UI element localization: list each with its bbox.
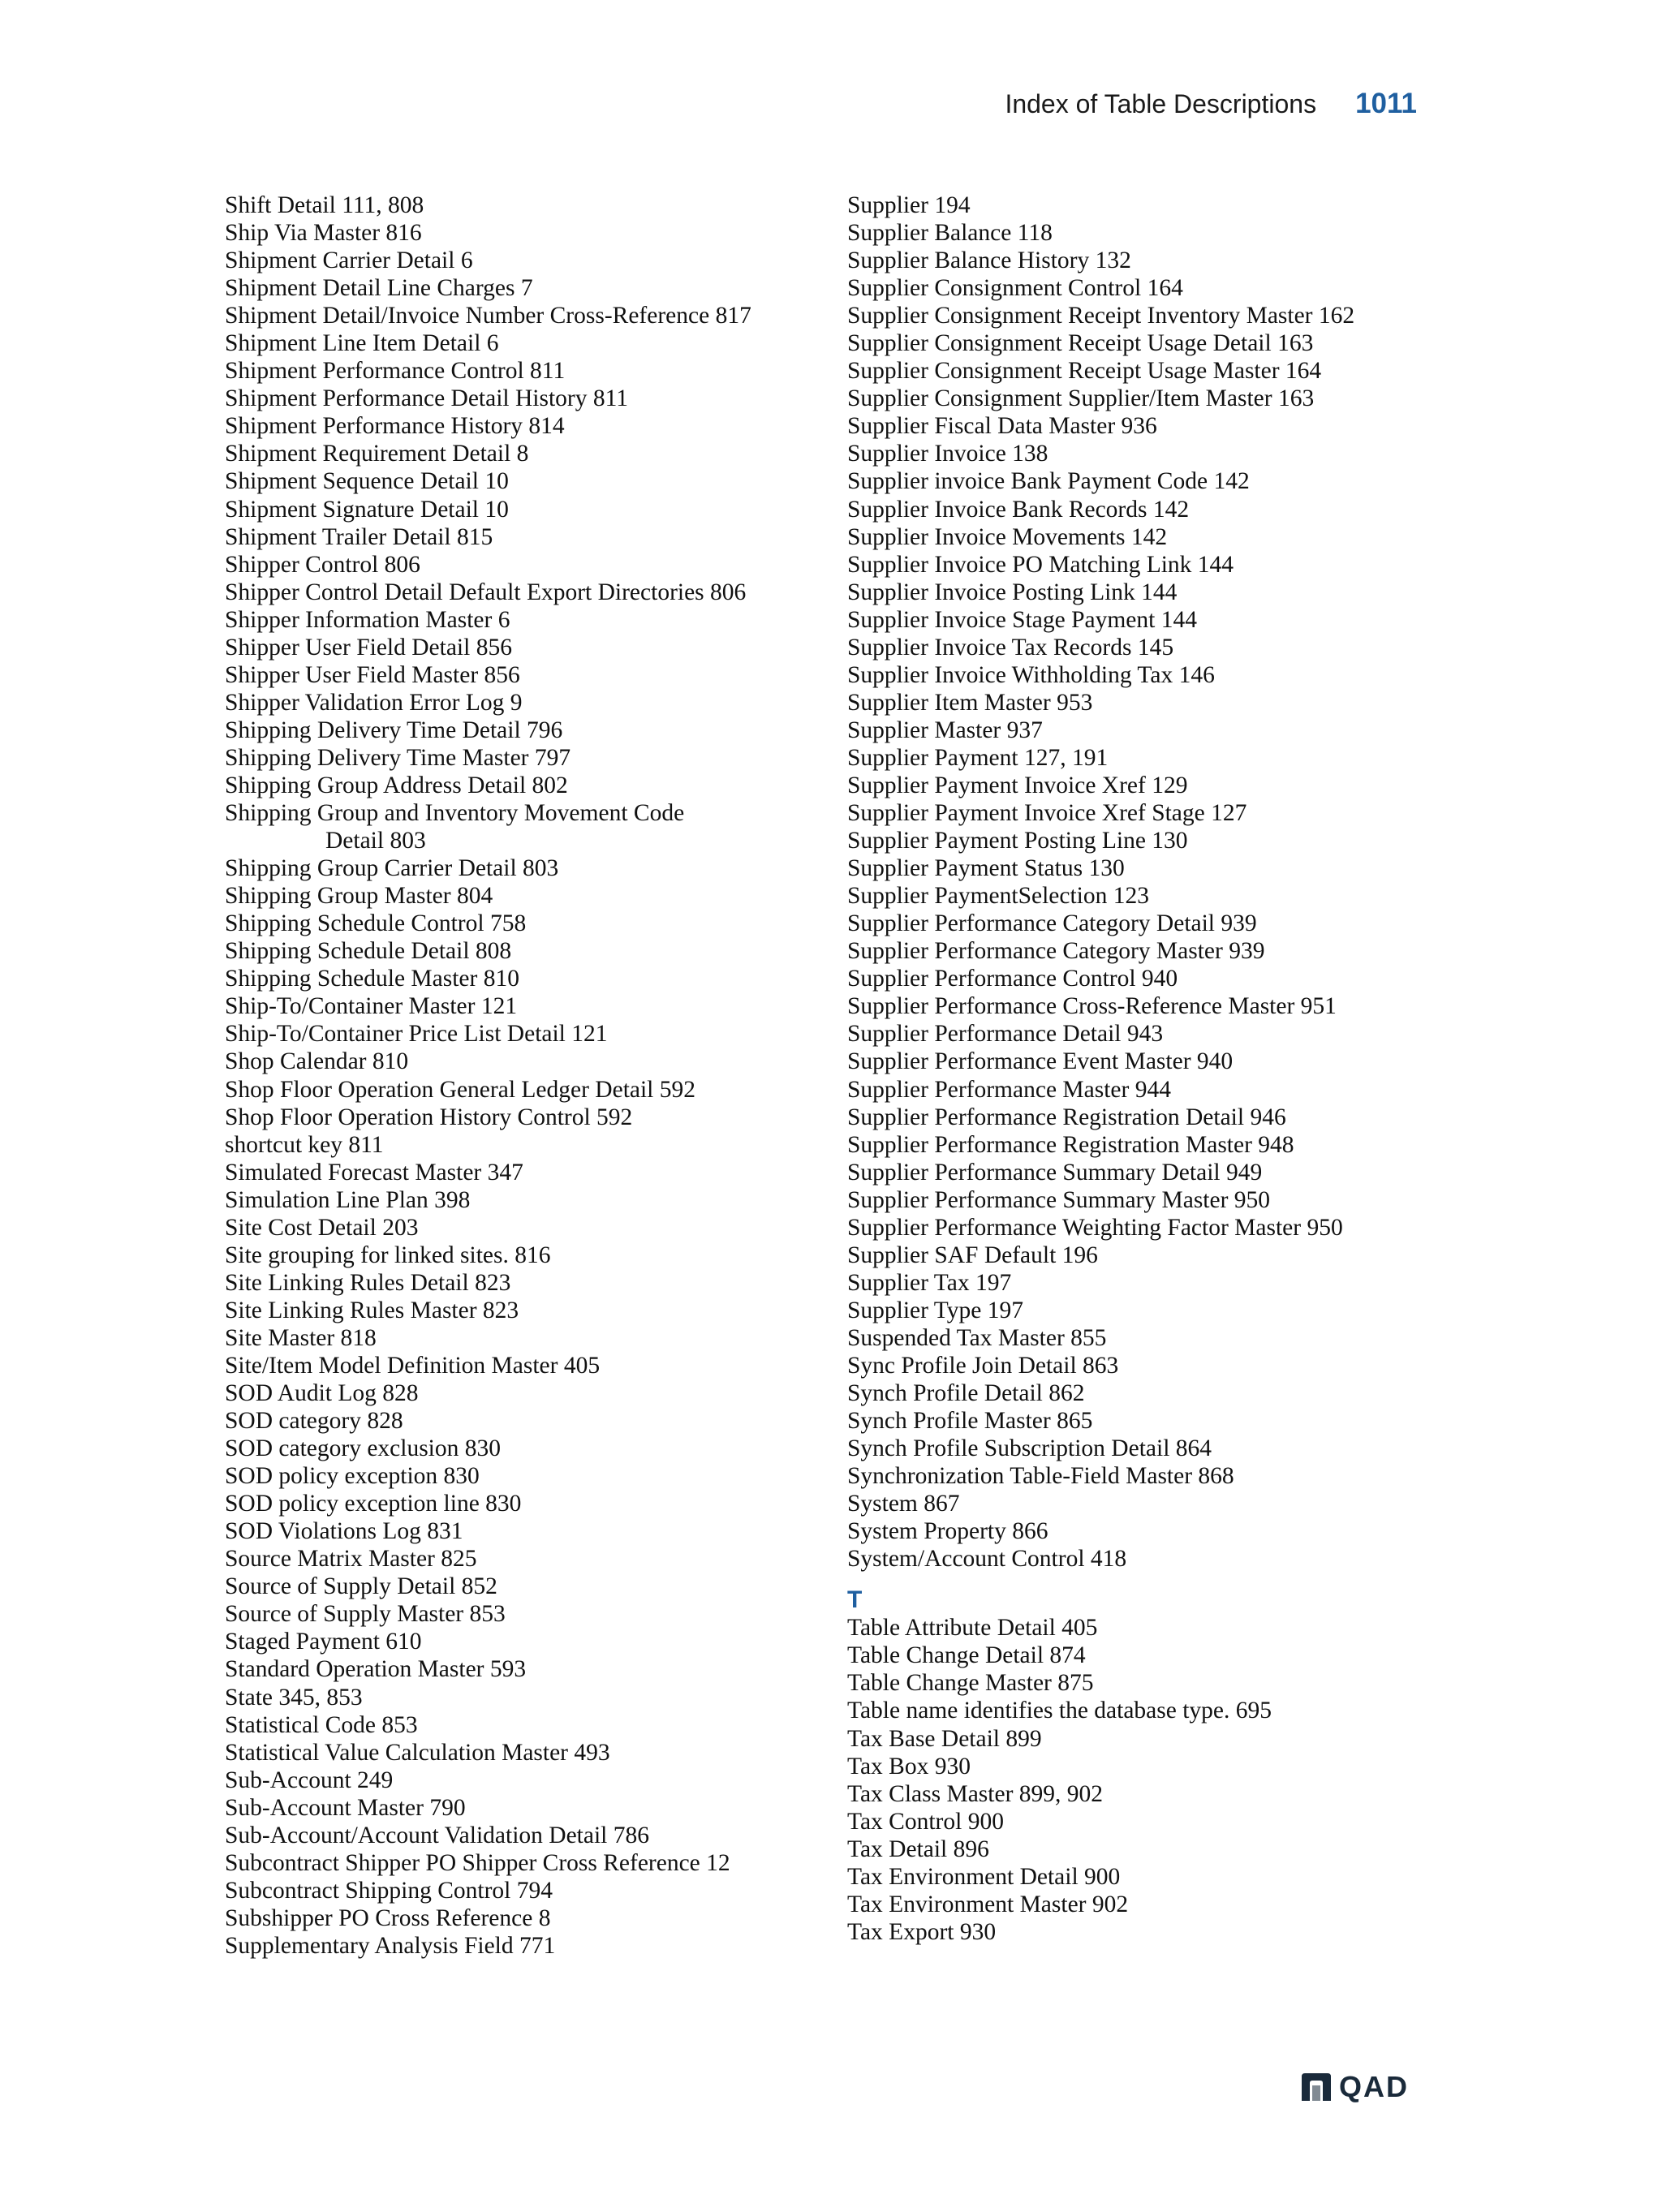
index-entry: Sync Profile Join Detail 863 (847, 1352, 1119, 1379)
index-entry: Supplier Performance Category Detail 939 (847, 910, 1257, 937)
index-entry: Supplier Type 197 (847, 1297, 1023, 1323)
index-column-right (847, 192, 1415, 1946)
index-entry: Site grouping for linked sites. 816 (225, 1242, 551, 1268)
index-entry: Supplier Payment Invoice Xref Stage 127 (847, 800, 1247, 827)
index-entry: Tax Environment Master 902 (847, 1891, 1129, 1917)
qad-logo (1300, 2071, 1409, 2103)
index-entry: Subshipper PO Cross Reference 8 (225, 1904, 551, 1931)
index-entry: Shipping Schedule Detail 808 (225, 938, 512, 965)
index-entry: Shipment Carrier Detail 6 (225, 247, 473, 274)
index-entry: Supplier Performance Summary Master 950 (847, 1186, 1271, 1213)
index-entry: Source of Supply Master 853 (225, 1601, 506, 1628)
index-entry: Supplier Performance Weighting Factor Master 950 (847, 1214, 1343, 1241)
index-entry: Supplier Payment Posting Line 130 (847, 828, 1188, 854)
index-entry: Sub-Account/Account Validation Detail 786 (225, 1822, 649, 1848)
index-entry: Shop Calendar 810 (225, 1048, 409, 1075)
index-entry: Supplier Performance Registration Detail 946 (847, 1104, 1286, 1130)
index-entry: SOD Audit Log 828 (225, 1380, 419, 1407)
index-entry: Supplier Invoice PO Matching Link 144 (847, 551, 1234, 578)
index-entry: Shipping Schedule Master 810 (225, 966, 519, 992)
index-entry: Shipment Signature Detail 10 (225, 496, 509, 523)
index-entry: Shipping Delivery Time Detail 796 (225, 717, 563, 743)
index-entry: System Property 866 (847, 1518, 1048, 1545)
index-entry: SOD policy exception line 830 (225, 1491, 522, 1517)
index-entry: Tax Export 930 (847, 1918, 997, 1945)
index-entry: Supplier Fiscal Data Master 936 (847, 413, 1157, 440)
index-entry: Supplier Performance Detail 943 (847, 1021, 1164, 1048)
page-number: 1011 (1355, 88, 1417, 119)
index-entry: Shipper Control 806 (225, 551, 420, 578)
index-entry: Table Change Master 875 (847, 1670, 1094, 1697)
index-entry: Source of Supply Detail 852 (225, 1573, 497, 1600)
index-entry: Simulation Line Plan 398 (225, 1186, 471, 1213)
index-entry: Shipper Control Detail Default Export Directories 806 (225, 579, 747, 605)
index-entry: Shipper User Field Master 856 (225, 661, 520, 688)
index-entry: Ship Via Master 816 (225, 220, 422, 247)
index-entry: Shipment Line Item Detail 6 (225, 330, 499, 357)
index-entry: System/Account Control 418 (847, 1546, 1127, 1573)
index-entry: Synchronization Table-Field Master 868 (847, 1463, 1234, 1490)
index-entry: Shop Floor Operation General Ledger Detail 592 (225, 1076, 696, 1103)
index-entry: Supplier Consignment Receipt Inventory Master 162 (847, 303, 1355, 329)
index-entry: Simulated Forecast Master 347 (225, 1159, 523, 1186)
index-entry: Supplier Consignment Receipt Usage Master 164 (847, 358, 1322, 385)
index-entry: Supplier Invoice Bank Records 142 (847, 496, 1190, 523)
index-entry: Shipping Group Master 804 (225, 883, 493, 910)
index-entry: Shipment Sequence Detail 10 (225, 468, 509, 495)
index-entry: System 867 (847, 1491, 960, 1517)
index-entry: Sub-Account 249 (225, 1767, 394, 1793)
index-entry: Supplier Invoice Movements 142 (847, 523, 1168, 550)
index-entry: Synch Profile Subscription Detail 864 (847, 1435, 1212, 1462)
index-entry: Shipper User Field Detail 856 (225, 634, 512, 661)
index-entry: Shipping Group Address Detail 802 (225, 772, 568, 798)
logo-wordmark: QAD (1339, 2070, 1409, 2103)
index-entry: Supplier Payment Status 130 (847, 855, 1125, 882)
index-entry: Supplier Consignment Control 164 (847, 275, 1183, 302)
index-entry: Supplier 194 (847, 192, 971, 218)
index-entry: Tax Control 900 (847, 1808, 1004, 1835)
section-spacer (847, 1573, 1415, 1586)
index-entry: Synch Profile Master 865 (847, 1408, 1093, 1435)
page-header (0, 88, 1417, 120)
index-entry: SOD category 828 (225, 1408, 403, 1435)
index-entry: Supplier Performance Master 944 (847, 1076, 1171, 1103)
index-entry: Supplier PaymentSelection 123 (847, 883, 1149, 910)
index-entry: Site/Item Model Definition Master 405 (225, 1352, 601, 1379)
index-entry: Supplier Performance Summary Detail 949 (847, 1159, 1263, 1186)
index-entry: Supplier invoice Bank Payment Code 142 (847, 468, 1250, 495)
index-entry: SOD category exclusion 830 (225, 1435, 501, 1462)
index-entry: Subcontract Shipping Control 794 (225, 1877, 553, 1904)
index-entry: Supplier SAF Default 196 (847, 1242, 1098, 1268)
index-entry: Supplier Performance Control 940 (847, 966, 1178, 992)
index-entry: shortcut key 811 (225, 1131, 384, 1158)
index-entry: Shipping Delivery Time Master 797 (225, 744, 571, 771)
index-entry: Supplementary Analysis Field 771 (225, 1932, 556, 1959)
index-entry: Staged Payment 610 (225, 1629, 422, 1655)
index-entry: Site Master 818 (225, 1324, 377, 1351)
index-entry: SOD Violations Log 831 (225, 1518, 463, 1545)
index-entry: Supplier Invoice Tax Records 145 (847, 634, 1174, 661)
index-entry: Subcontract Shipper PO Shipper Cross Reference 12 (225, 1849, 730, 1876)
index-entry: Ship-To/Container Price List Detail 121 (225, 1021, 608, 1048)
index-entry: Site Linking Rules Master 823 (225, 1297, 519, 1323)
index-entry: Suspended Tax Master 855 (847, 1324, 1107, 1351)
index-entry: Supplier Consignment Receipt Usage Detail 163 (847, 330, 1314, 357)
index-entry: Shipping Schedule Control 758 (225, 910, 527, 937)
index-entry: Synch Profile Detail 862 (847, 1380, 1085, 1407)
index-entry: Supplier Payment 127, 191 (847, 744, 1109, 771)
index-entry: Sub-Account Master 790 (225, 1794, 466, 1821)
index-entry: Supplier Invoice Withholding Tax 146 (847, 661, 1215, 688)
index-entry: Supplier Item Master 953 (847, 689, 1093, 716)
section-heading-t: T (847, 1586, 863, 1614)
index-entry: Supplier Balance 118 (847, 220, 1053, 247)
index-entry: State 345, 853 (225, 1684, 363, 1711)
index-entry: Shipment Trailer Detail 815 (225, 523, 493, 550)
index-entry: Shipment Detail/Invoice Number Cross-Reference 817 (225, 303, 751, 329)
index-entry: Supplier Payment Invoice Xref 129 (847, 772, 1188, 798)
index-entry: Tax Class Master 899, 902 (847, 1780, 1104, 1807)
index-entry: Shipping Group Carrier Detail 803 (225, 855, 559, 882)
index-entry: Supplier Invoice 138 (847, 441, 1048, 467)
index-entry: Tax Detail 896 (847, 1835, 989, 1862)
index-entry: Tax Box 930 (847, 1753, 971, 1779)
index-entry: Site Linking Rules Detail 823 (225, 1269, 511, 1296)
index-entry: Shipment Performance Control 811 (225, 358, 566, 385)
index-column-left (225, 192, 825, 1960)
index-entry: Shipping Group and Inventory Movement Code (225, 800, 685, 827)
index-entry: Shop Floor Operation History Control 592 (225, 1104, 633, 1130)
index-entry: Shipper Validation Error Log 9 (225, 689, 523, 716)
index-entry: Tax Environment Detail 900 (847, 1863, 1121, 1890)
index-entry: Tax Base Detail 899 (847, 1725, 1042, 1752)
index-entry: Table name identifies the database type. 695 (847, 1698, 1272, 1724)
index-entry: Supplier Consignment Supplier/Item Master 163 (847, 385, 1315, 412)
index-entry: Supplier Performance Cross-Reference Master 951 (847, 993, 1337, 1020)
index-entry: Supplier Invoice Posting Link 144 (847, 579, 1178, 605)
index-entry: Shipment Detail Line Charges 7 (225, 275, 533, 302)
index-entry: Statistical Value Calculation Master 493 (225, 1739, 610, 1766)
index-entry: Supplier Tax 197 (847, 1269, 1012, 1296)
index-entry: Supplier Performance Category Master 939 (847, 938, 1265, 965)
index-entry: Supplier Performance Event Master 940 (847, 1048, 1234, 1075)
index-entry: Supplier Balance History 132 (847, 247, 1131, 274)
index-entry: Table Attribute Detail 405 (847, 1615, 1098, 1642)
qad-logo-icon (1300, 2072, 1333, 2102)
running-title: Index of Table Descriptions (1005, 89, 1317, 118)
index-entry: Site Cost Detail 203 (225, 1214, 419, 1241)
index-entry: Supplier Performance Registration Master 948 (847, 1131, 1294, 1158)
index-entry: Ship-To/Container Master 121 (225, 993, 518, 1020)
index-entry: Shipment Requirement Detail 8 (225, 441, 529, 467)
index-entry: SOD policy exception 830 (225, 1463, 480, 1490)
index-entry: Shipper Information Master 6 (225, 606, 510, 633)
index-entry: Source Matrix Master 825 (225, 1546, 477, 1573)
index-entry: Supplier Invoice Stage Payment 144 (847, 606, 1197, 633)
index-entry: Statistical Code 853 (225, 1711, 418, 1738)
index-entry: Standard Operation Master 593 (225, 1656, 527, 1683)
index-entry: Shipment Performance Detail History 811 (225, 385, 629, 412)
index-entry: Shipment Performance History 814 (225, 413, 565, 440)
index-entry: Detail 803 (325, 828, 426, 854)
index-entry: Supplier Master 937 (847, 717, 1043, 743)
index-entry: Table Change Detail 874 (847, 1642, 1086, 1669)
index-entry: Shift Detail 111, 808 (225, 192, 424, 218)
